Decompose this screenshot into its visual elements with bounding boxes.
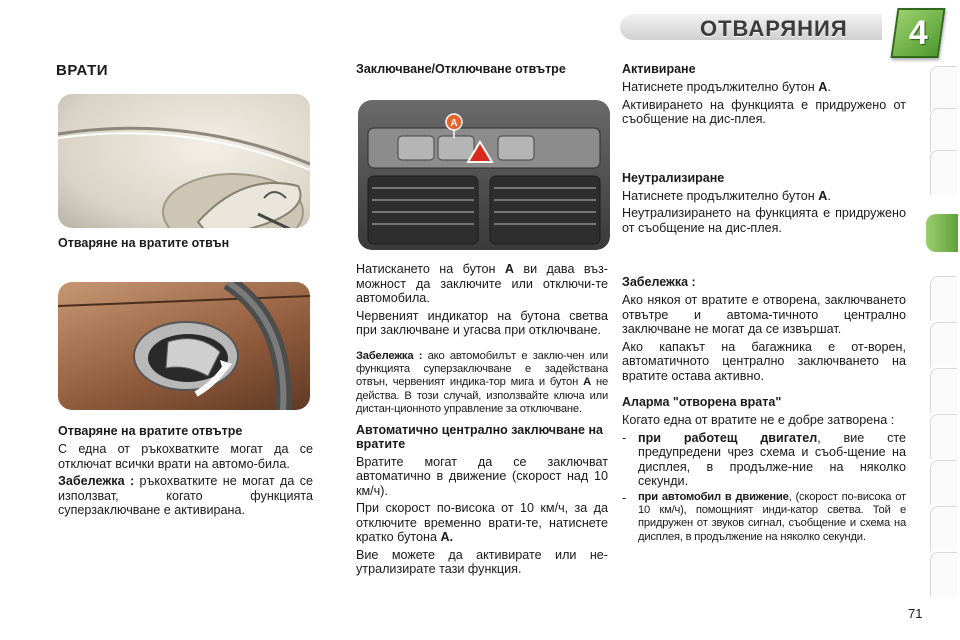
chapter-tab[interactable] — [930, 150, 957, 195]
text-neutralization-message: Неутрализирането на функцията е придружено от съобщение на дис-плея. — [622, 206, 906, 235]
text-activation-message: Активирането на функцията е придружено от съобщение на дис-плея. — [622, 97, 906, 126]
button-ref: A — [818, 188, 828, 203]
text-fragment: Натиснете продължително бутон — [622, 188, 819, 203]
bullet-car-moving — [638, 491, 906, 545]
text-red-indicator: Червеният индикатор на бутона светва при заключване и угасва при отключване. — [356, 308, 608, 337]
door-handle-illustration — [58, 94, 310, 228]
section-lock-inside: Заключване/Отключване отвътре — [356, 62, 566, 76]
bullet-engine-running — [638, 431, 906, 489]
chapter-tab[interactable] — [930, 66, 957, 111]
text-trunk-open-note: Ако капакът на багажника е от-ворен, автоматичното централно заключването на вратите остава активно. — [622, 339, 906, 383]
chapter-tab[interactable] — [930, 108, 957, 153]
button-a-label: A — [450, 118, 458, 129]
dashboard-buttons-photo — [358, 100, 610, 250]
button-ref: A — [818, 80, 828, 94]
button-ref: A — [504, 262, 515, 276]
text-fragment: не действа. В този случай, използвайте ключа или дистан-ционното управление за отключване. — [356, 376, 608, 416]
interior-handle-illustration — [58, 282, 310, 410]
text-fragment: Натискането на бутон — [356, 262, 505, 276]
central-lock-buttons-illustration — [358, 100, 610, 250]
text-activate-neutralize: Вие можете да активирате или не-утрализирате тази функция. — [356, 547, 608, 577]
page-number: 71 — [908, 606, 923, 621]
text-unlock-all: С една от ръкохватките могат да се отключат всички врати на автомо-била. — [58, 442, 313, 471]
text-fragment: ви дава въз-можност да заключите или отключи-те автомобила. — [356, 262, 608, 305]
text-fragment: . — [827, 80, 831, 94]
list-item — [622, 491, 906, 545]
text-fragment: , (скорост по-висока от 10 км/ч), помощният инди-катор светва. Той е придружен от звуков сигнал, съобщение и схема на дисплея, в продължение на няколко секунди. — [638, 490, 906, 543]
text-fragment: . — [827, 188, 831, 203]
note-locked-outside — [356, 350, 608, 417]
text-fragment: При скорост по-висока от 10 км/ч, за да отключите временно врати-те, натиснете кратко бутона — [356, 501, 608, 545]
section-note: Забележка : — [622, 275, 696, 289]
section-neutralization: Неутрализиране — [622, 170, 725, 185]
note-superlock — [58, 474, 313, 518]
bullet-bold: при работещ двигател — [638, 430, 818, 445]
chapter-number: 4 — [908, 13, 928, 52]
caption-interior: Отваряне на вратите отвътре — [58, 424, 243, 438]
text-activation-press — [622, 80, 906, 95]
chapter-tab-active[interactable] — [926, 214, 958, 252]
exterior-door-handle-photo — [58, 94, 310, 228]
bullet-dash: - — [622, 490, 627, 505]
text-neutralization-press — [622, 189, 906, 204]
section-activation: Активиране — [622, 62, 696, 76]
list-item — [622, 431, 906, 489]
chapter-tab[interactable] — [930, 552, 957, 597]
bullet-dash: - — [622, 430, 627, 445]
section-title: ВРАТИ — [56, 62, 109, 79]
text-door-alarm: Когато една от вратите не е добре затворена : — [622, 413, 895, 427]
section-auto-lock: Автоматично централно заключване на вратите — [356, 422, 603, 451]
chapter-tab[interactable] — [930, 506, 957, 551]
page-title: ОТВАРЯНИЯ — [700, 16, 848, 41]
chapter-badge — [890, 8, 945, 58]
caption-exterior: Отваряне на вратите отвън — [58, 236, 230, 250]
text-door-open-note: Ако някоя от вратите е отворена, заключването отвътре и автома-тичното централно заключване не могат да се извършат. — [622, 293, 906, 336]
text-fragment: ако автомобилът е заклю-чен или функцията суперзаключване е задействана отвън, червеният индика-тор мига и бутон — [356, 349, 608, 389]
interior-door-handle-photo — [58, 282, 310, 410]
note-label: Забележка : — [356, 349, 423, 362]
chapter-tab[interactable] — [930, 368, 957, 413]
chapter-tab[interactable] — [930, 460, 957, 505]
text-fragment: , вие сте предупредени чрез схема и съоб-щение на дисплея, в продълже-ние на няколко секунди. — [638, 430, 906, 488]
chapter-tab[interactable] — [930, 276, 957, 321]
text-button-a — [356, 262, 608, 306]
note-text: ръкохватките не могат да се използват, когато функцията суперзаключване е активирана. — [58, 474, 313, 517]
text-fragment: Натиснете продължително бутон — [622, 80, 819, 94]
section-door-alarm: Аларма "отворена врата" — [622, 395, 782, 409]
note-label: Забележка : — [58, 474, 135, 488]
chapter-tabs — [930, 66, 960, 626]
chapter-tab[interactable] — [930, 414, 957, 459]
chapter-tab[interactable] — [930, 322, 957, 367]
text-auto-lock: Вратите могат да се заключват автоматично в движение (скорост над 10 км/ч). — [356, 454, 608, 498]
button-ref: A. — [440, 530, 454, 545]
bullet-bold: при автомобил в движение — [638, 490, 789, 503]
button-ref: A — [583, 376, 591, 389]
text-temp-unlock — [356, 501, 608, 545]
